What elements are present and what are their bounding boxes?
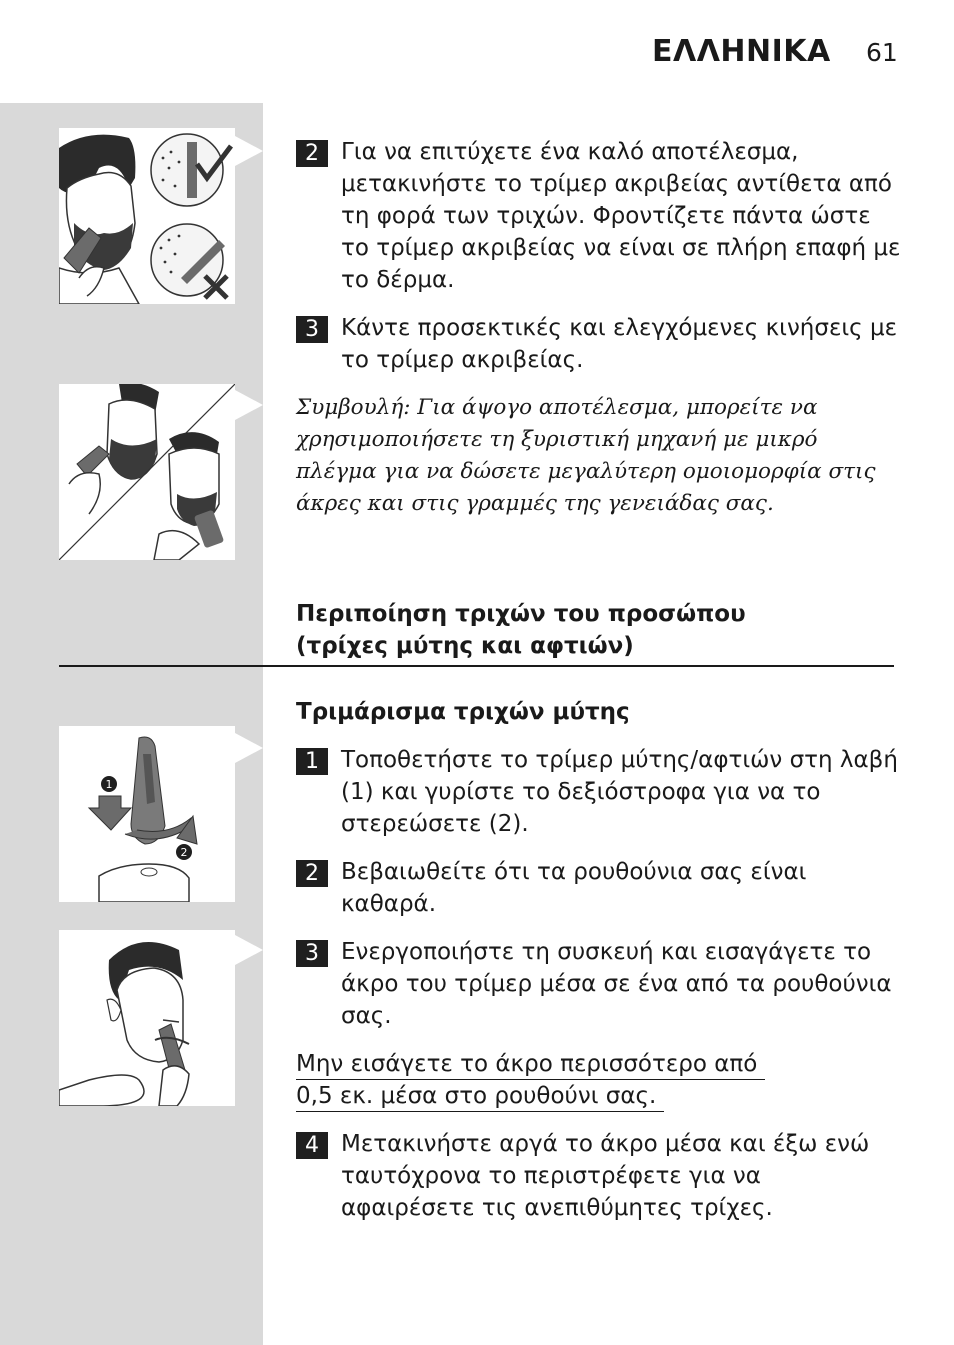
warning-note <box>296 1048 856 1112</box>
step-number-badge: 2 <box>296 860 328 887</box>
step-item <box>296 856 896 920</box>
callout-1: 1 <box>105 778 113 791</box>
beard-trimming-illustration <box>59 128 235 304</box>
step-number-badge: 1 <box>296 748 328 775</box>
beard-shaping-illustration <box>59 384 235 560</box>
step-text: Βεβαιωθείτε ότι τα ρουθούνια σας είναι καθαρά. <box>341 859 807 917</box>
page-number: 61 <box>866 38 898 67</box>
step-number-badge: 3 <box>296 940 328 967</box>
callout-2: 2 <box>180 846 188 859</box>
nose-trimming-illustration <box>59 930 235 1106</box>
beard-trimming-drawing <box>59 128 235 304</box>
step-text: Κάντε προσεκτικές και ελεγχόμενες κινήσεις με το τρίμερ ακριβείας. <box>341 315 898 373</box>
tip-text: Συμβουλή: Για άψογο αποτέλεσμα, μπορείτε να χρησιμοποιήσετε τη ξυριστική μηχανή με μικρό πλέγμα για να δώσετε μεγαλύτερη ομοιομορφία στις άκρες και στις γραμμές της γενειάδας σας. <box>296 395 876 516</box>
step-number-badge: 2 <box>296 140 328 167</box>
step-text: Ενεργοποιήστε τη συσκευή και εισαγάγετε το άκρο του τρίμερ μέσα σε ένα από τα ρουθούνια σας. <box>341 939 892 1029</box>
attach-trimmer-drawing <box>59 726 235 902</box>
section-divider <box>59 665 894 667</box>
section-heading-line: Περιποίηση τριχών του προσώπου <box>296 601 746 627</box>
attach-nose-trimmer-illustration <box>59 726 235 902</box>
step-number-badge: 3 <box>296 316 328 343</box>
step-item <box>296 312 896 376</box>
step-item <box>296 1128 896 1224</box>
step-item <box>296 136 901 296</box>
step-text: Τοποθετήστε το τρίμερ μύτης/αφτιών στη λαβή (1) και γυρίστε το δεξιόστροφα για να το στερεώσετε (2). <box>341 747 898 837</box>
nose-trimming-drawing <box>59 930 235 1106</box>
beard-shaping-drawing <box>59 384 235 560</box>
subheading: Τριμάρισμα τριχών μύτης <box>296 699 630 725</box>
step-text: Μετακινήστε αργά το άκρο μέσα και έξω ενώ ταυτόχρονα το περιστρέφετε για να αφαιρέσετε τις ανεπιθύμητες τρίχες. <box>341 1131 870 1221</box>
language-title: ΕΛΛΗΝΙΚΑ <box>652 34 831 69</box>
section-heading <box>296 598 896 662</box>
step-item <box>296 936 896 1032</box>
step-number-badge: 4 <box>296 1132 328 1159</box>
step-text: Για να επιτύχετε ένα καλό αποτέλεσμα, μετακινήστε το τρίμερ ακριβείας αντίθετα από τη φορά των τριχών. Φροντίζετε πάντα ώστε το τρίμερ ακριβείας να είναι σε πλήρη επαφή με το δέρμα. <box>341 139 901 293</box>
warning-line: 0,5 εκ. μέσα στο ρουθούνι σας. <box>296 1082 664 1112</box>
section-heading-line: (τρίχες μύτης και αφτιών) <box>296 633 634 659</box>
step-item <box>296 744 896 840</box>
warning-line: Μην εισάγετε το άκρο περισσότερο από <box>296 1050 765 1080</box>
